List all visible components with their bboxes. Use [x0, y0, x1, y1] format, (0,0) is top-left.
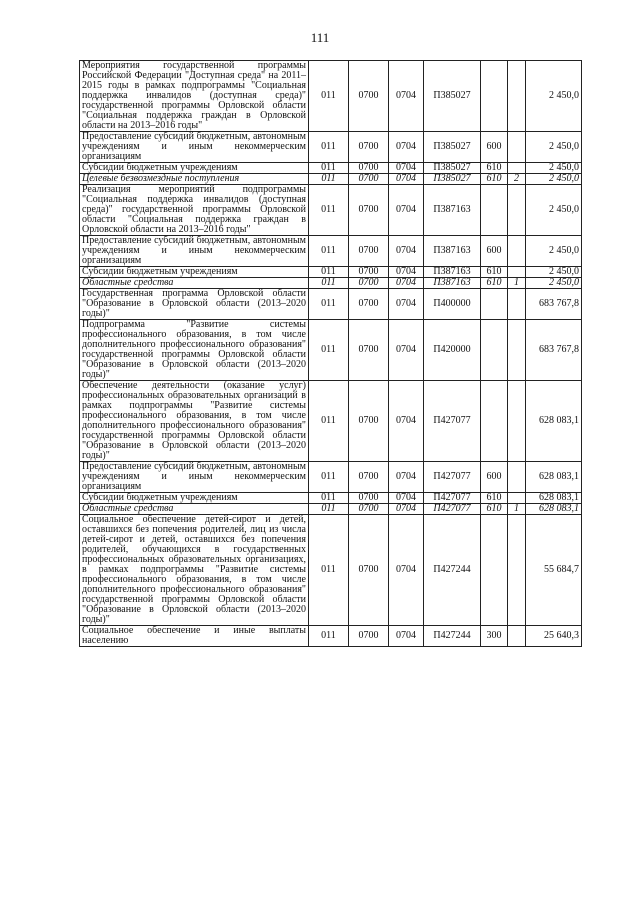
- row-expense-type: 600: [481, 236, 508, 267]
- budget-table: [79, 60, 582, 647]
- row-expense-type: [481, 515, 508, 626]
- row-name: Обеспечение деятельности (оказание услуг) профессиональных образовательных организаций в рамках подпрограммы "Развитие системы профессионального образования, в том числе дополнительного профессионального образования" государственной программы Орловской области "Образование в Орловской области (2013–2020 годы)": [80, 381, 309, 462]
- row-section: 0700: [349, 163, 389, 174]
- row-expense-type: 610: [481, 504, 508, 515]
- row-section: 0700: [349, 185, 389, 236]
- row-extra-code: 1: [508, 278, 526, 289]
- table-row: [80, 132, 582, 163]
- row-subsection: 0704: [389, 504, 424, 515]
- row-sum: 683 767,8: [526, 320, 582, 381]
- row-subsection: 0704: [389, 132, 424, 163]
- row-sum: 683 767,8: [526, 289, 582, 320]
- row-code: 011: [309, 515, 349, 626]
- row-sum: 628 083,1: [526, 504, 582, 515]
- table-row: [80, 61, 582, 132]
- row-code: 011: [309, 174, 349, 185]
- row-section: 0700: [349, 61, 389, 132]
- row-target-article: П427244: [424, 515, 481, 626]
- row-sum: 2 450,0: [526, 174, 582, 185]
- row-subsection: 0704: [389, 61, 424, 132]
- row-subsection: 0704: [389, 381, 424, 462]
- row-code: 011: [309, 320, 349, 381]
- row-expense-type: 610: [481, 267, 508, 278]
- row-code: 011: [309, 381, 349, 462]
- row-name: Социальное обеспечение и иные выплаты населению: [80, 626, 309, 647]
- row-name: Областные средства: [80, 504, 309, 515]
- row-expense-type: [481, 289, 508, 320]
- row-section: 0700: [349, 174, 389, 185]
- row-section: 0700: [349, 278, 389, 289]
- row-name: Субсидии бюджетным учреждениям: [80, 267, 309, 278]
- row-section: 0700: [349, 289, 389, 320]
- row-extra-code: [508, 185, 526, 236]
- table-row: [80, 626, 582, 647]
- row-sum: 2 450,0: [526, 278, 582, 289]
- row-expense-type: [481, 61, 508, 132]
- row-expense-type: [481, 320, 508, 381]
- row-expense-type: [481, 381, 508, 462]
- row-extra-code: 1: [508, 504, 526, 515]
- row-expense-type: 300: [481, 626, 508, 647]
- row-sum: 2 450,0: [526, 61, 582, 132]
- row-sum: 2 450,0: [526, 185, 582, 236]
- row-name: Субсидии бюджетным учреждениям: [80, 163, 309, 174]
- row-name: Реализация мероприятий подпрограммы "Социальная поддержка инвалидов (доступная среда)" государственной программы Орловской области "Социальная поддержка граждан в Орловской области на 2013–2016 годы": [80, 185, 309, 236]
- row-section: 0700: [349, 493, 389, 504]
- row-sum: 2 450,0: [526, 267, 582, 278]
- row-target-article: П385027: [424, 61, 481, 132]
- row-target-article: П427077: [424, 462, 481, 493]
- row-extra-code: 2: [508, 174, 526, 185]
- table-row: [80, 236, 582, 267]
- row-section: 0700: [349, 626, 389, 647]
- row-subsection: 0704: [389, 185, 424, 236]
- row-sum: 628 083,1: [526, 493, 582, 504]
- row-section: 0700: [349, 320, 389, 381]
- row-name: Мероприятия государственной программы Российской Федерации "Доступная среда" на 2011–2015 годы в рамках подпрограммы "Социальная поддержка инвалидов (доступная среда)" государственной программы Орловской области "Социальная поддержка граждан в Орловской области на 2013–2016 годы": [80, 61, 309, 132]
- row-extra-code: [508, 515, 526, 626]
- row-code: 011: [309, 132, 349, 163]
- row-code: 011: [309, 61, 349, 132]
- row-extra-code: [508, 320, 526, 381]
- row-name: Подпрограмма "Развитие системы профессионального образования, в том числе дополнительного профессионального образования" государственной программы Орловской области "Образование в Орловской области (2013–2020 годы)": [80, 320, 309, 381]
- row-sum: 25 640,3: [526, 626, 582, 647]
- row-extra-code: [508, 132, 526, 163]
- table-row: [80, 185, 582, 236]
- row-subsection: 0704: [389, 174, 424, 185]
- row-target-article: П387163: [424, 278, 481, 289]
- row-expense-type: 600: [481, 132, 508, 163]
- row-subsection: 0704: [389, 278, 424, 289]
- table-row: [80, 462, 582, 493]
- row-code: 011: [309, 163, 349, 174]
- row-code: 011: [309, 236, 349, 267]
- table-row: [80, 289, 582, 320]
- table-row: [80, 515, 582, 626]
- row-extra-code: [508, 61, 526, 132]
- row-sum: 55 684,7: [526, 515, 582, 626]
- row-expense-type: 600: [481, 462, 508, 493]
- row-section: 0700: [349, 236, 389, 267]
- row-name: Областные средства: [80, 278, 309, 289]
- row-section: 0700: [349, 267, 389, 278]
- row-sum: 628 083,1: [526, 462, 582, 493]
- row-expense-type: 610: [481, 163, 508, 174]
- table-row: [80, 381, 582, 462]
- row-code: 011: [309, 267, 349, 278]
- row-code: 011: [309, 462, 349, 493]
- row-target-article: П385027: [424, 174, 481, 185]
- row-extra-code: [508, 381, 526, 462]
- table-row: [80, 493, 582, 504]
- row-target-article: П427077: [424, 504, 481, 515]
- row-target-article: П387163: [424, 185, 481, 236]
- row-subsection: 0704: [389, 626, 424, 647]
- row-target-article: П387163: [424, 236, 481, 267]
- row-sum: 2 450,0: [526, 163, 582, 174]
- table-row: [80, 163, 582, 174]
- table-row: [80, 267, 582, 278]
- budget-table-body: [80, 61, 582, 647]
- row-target-article: П400000: [424, 289, 481, 320]
- row-expense-type: 610: [481, 174, 508, 185]
- row-sum: 2 450,0: [526, 132, 582, 163]
- row-code: 011: [309, 493, 349, 504]
- row-extra-code: [508, 267, 526, 278]
- row-subsection: 0704: [389, 163, 424, 174]
- row-name: Субсидии бюджетным учреждениям: [80, 493, 309, 504]
- row-subsection: 0704: [389, 289, 424, 320]
- row-name: Государственная программа Орловской области "Образование в Орловской области (2013–2020 годы)": [80, 289, 309, 320]
- row-code: 011: [309, 278, 349, 289]
- row-expense-type: 610: [481, 278, 508, 289]
- row-subsection: 0704: [389, 462, 424, 493]
- row-target-article: П427077: [424, 381, 481, 462]
- row-code: 011: [309, 626, 349, 647]
- row-section: 0700: [349, 132, 389, 163]
- row-target-article: П420000: [424, 320, 481, 381]
- row-extra-code: [508, 163, 526, 174]
- row-target-article: П427077: [424, 493, 481, 504]
- page-number: 111: [310, 30, 330, 45]
- row-sum: 2 450,0: [526, 236, 582, 267]
- table-row: [80, 504, 582, 515]
- row-subsection: 0704: [389, 267, 424, 278]
- row-section: 0700: [349, 504, 389, 515]
- row-target-article: П385027: [424, 132, 481, 163]
- row-code: 011: [309, 504, 349, 515]
- row-expense-type: [481, 185, 508, 236]
- row-extra-code: [508, 289, 526, 320]
- row-target-article: П385027: [424, 163, 481, 174]
- row-extra-code: [508, 462, 526, 493]
- table-row: [80, 278, 582, 289]
- table-row: [80, 320, 582, 381]
- row-code: 011: [309, 289, 349, 320]
- row-subsection: 0704: [389, 320, 424, 381]
- table-row: [80, 174, 582, 185]
- row-extra-code: [508, 493, 526, 504]
- row-target-article: П427244: [424, 626, 481, 647]
- row-name: Целевые безвозмездные поступления: [80, 174, 309, 185]
- row-target-article: П387163: [424, 267, 481, 278]
- row-section: 0700: [349, 462, 389, 493]
- row-expense-type: 610: [481, 493, 508, 504]
- row-name: Социальное обеспечение детей-сирот и детей, оставшихся без попечения родителей, лиц из числа детей-сирот и детей, оставшихся без попечения родителей, обучающихся в государственных профессиональных образовательных организациях, в рамках подпрограммы "Развитие системы профессионального образования, в том числе дополнительного профессионального образования" государственной программы Орловской области "Образование в Орловской области (2013–2020 годы)": [80, 515, 309, 626]
- row-extra-code: [508, 626, 526, 647]
- row-code: 011: [309, 185, 349, 236]
- row-name: Предоставление субсидий бюджетным, автономным учреждениям и иным некоммерческим организациям: [80, 462, 309, 493]
- row-subsection: 0704: [389, 515, 424, 626]
- row-subsection: 0704: [389, 493, 424, 504]
- row-name: Предоставление субсидий бюджетным, автономным учреждениям и иным некоммерческим организациям: [80, 132, 309, 163]
- row-subsection: 0704: [389, 236, 424, 267]
- row-section: 0700: [349, 515, 389, 626]
- row-section: 0700: [349, 381, 389, 462]
- row-sum: 628 083,1: [526, 381, 582, 462]
- row-extra-code: [508, 236, 526, 267]
- row-name: Предоставление субсидий бюджетным, автономным учреждениям и иным некоммерческим организациям: [80, 236, 309, 267]
